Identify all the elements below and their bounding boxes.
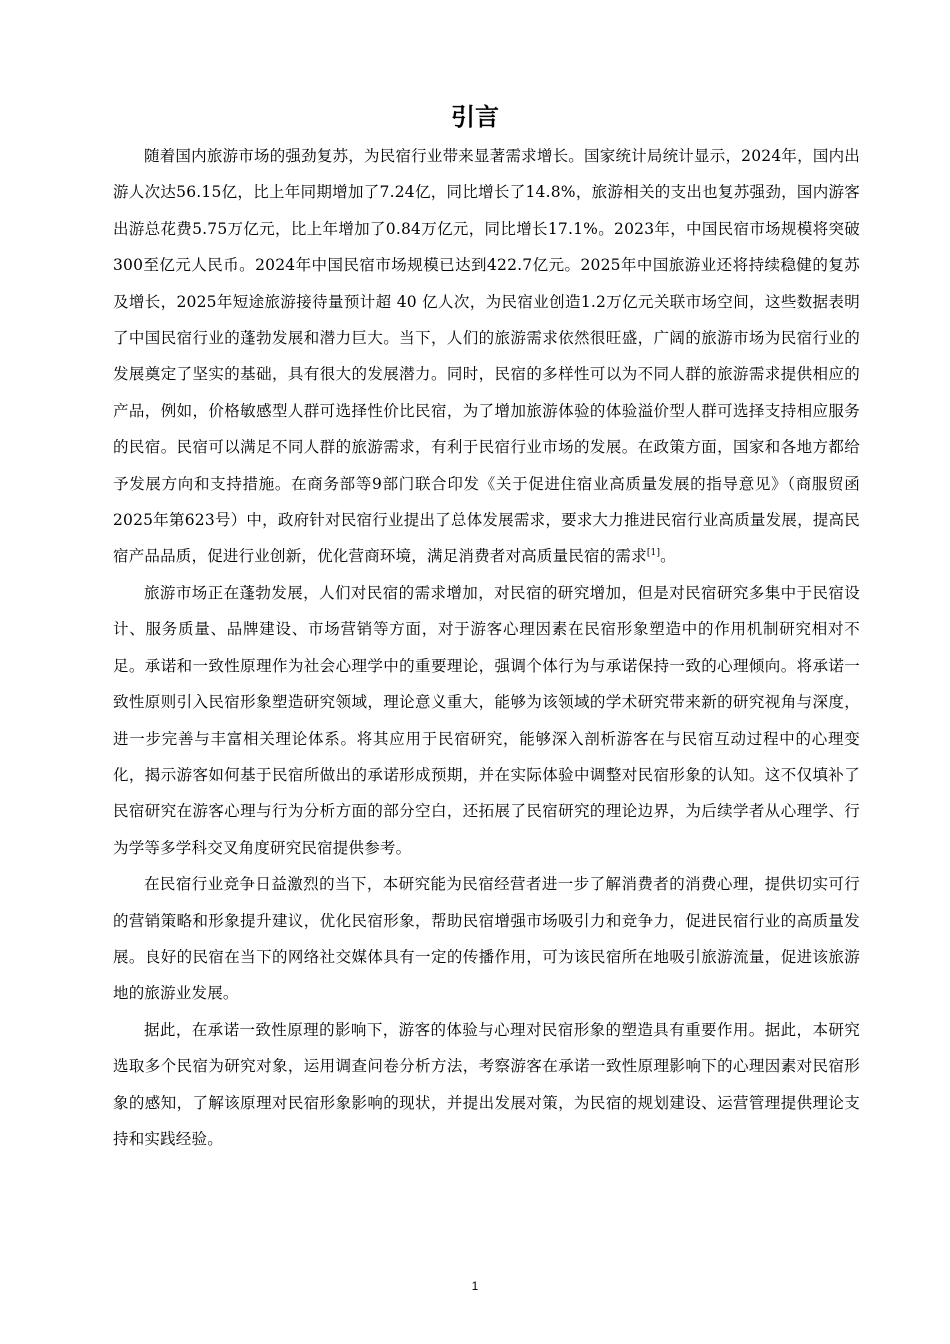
paragraph-2 <box>113 575 860 866</box>
citation-ref: [1] <box>646 548 661 559</box>
paragraph-4-text: 据此，在承诺一致性原理的影响下，游客的体验与心理对民宿形象的塑造具有重要作用。据此，本研究选取多个民宿为研究对象，运用调查问卷分析方法，考察游客在承诺一致性原理影响下的心理因素对民宿形象的感知，了解该原理对民宿形象影响的现状，并提出发展对策，为民宿的规划建设、运营管理提供理论支持和实践经验。 <box>113 1020 860 1148</box>
paragraph-1 <box>113 138 860 575</box>
paragraph-3 <box>113 866 860 1012</box>
document-body <box>113 138 860 1157</box>
paragraph-4 <box>113 1012 860 1158</box>
paragraph-1-text: 随着国内旅游市场的强劲复苏，为民宿行业带来显著需求增长。国家统计局统计显示，2024年，国内出游人次达56.15亿，比上年同期增加了7.24亿，同比增长了14.8%，旅游相关的支出也复苏强劲，国内游客出游总花费5.75万亿元，比上年增加了0.84万亿元，同比增长17.1%。2023年，中国民宿市场规模将突破300至亿元人民币。2024年中国民宿市场规模已达到422.7亿元。2025年中国旅游业还将持续稳健的复苏及增长，2025年短途旅游接待量预计超 40 亿人次，为民宿业创造1.2万亿元关联市场空间，这些数据表明了中国民宿行业的蓬勃发展和潜力巨大。当下，人们的旅游需求依然很旺盛，广阔的旅游市场为民宿行业的发展奠定了坚实的基础，具有很大的发展潜力。同时，民宿的多样性可以为不同人群的旅游需求提供相应的产品，例如，价格敏感型人群可选择性价比民宿，为了增加旅游体验的体验溢价型人群可选择支持相应服务的民宿。民宿可以满足不同人群的旅游需求，有利于民宿行业市场的发展。在政策方面，国家和各地方都给予发展方向和支持措施。在商务部等9部门联合印发《关于促进住宿业高质量发展的指导意见》（商服贸函2025年第623号）中，政府针对民宿行业提出了总体发展需求，要求大力推进民宿行业高质量发展，提高民宿产品品质，促进行业创新，优化营商环境，满足消费者对高质量民宿的需求 <box>113 147 860 566</box>
page-number: 1 <box>471 1279 479 1293</box>
paragraph-3-text: 在民宿行业竞争日益激烈的当下，本研究能为民宿经营者进一步了解消费者的消费心理，提供切实可行的营销策略和形象提升建议，优化民宿形象，帮助民宿增强市场吸引力和竞争力，促进民宿行业的高质量发展。良好的民宿在当下的网络社交媒体具有一定的传播作用，可为该民宿所在地吸引旅游流量，促进该旅游地的旅游业发展。 <box>113 875 860 1003</box>
paragraph-1-tail: 。 <box>660 547 676 566</box>
paragraph-2-text: 旅游市场正在蓬勃发展，人们对民宿的需求增加，对民宿的研究增加，但是对民宿研究多集中于民宿设计、服务质量、品牌建设、市场营销等方面，对于游客心理因素在民宿形象塑造中的作用机制研究相对不足。承诺和一致性原理作为社会心理学中的重要理论，强调个体行为与承诺保持一致的心理倾向。将承诺一致性原则引入民宿形象塑造研究领域，理论意义重大，能够为该领域的学术研究带来新的研究视角与深度，进一步完善与丰富相关理论体系。将其应用于民宿研究，能够深入剖析游客在与民宿互动过程中的心理变化，揭示游客如何基于民宿所做出的承诺形成预期，并在实际体验中调整对民宿形象的认知。这不仅填补了民宿研究在游客心理与行为分析方面的部分空白，还拓展了民宿研究的理论边界，为后续学者从心理学、行为学等多学科交叉角度研究民宿提供参考。 <box>113 583 860 857</box>
page-title: 引言 <box>451 103 499 131</box>
